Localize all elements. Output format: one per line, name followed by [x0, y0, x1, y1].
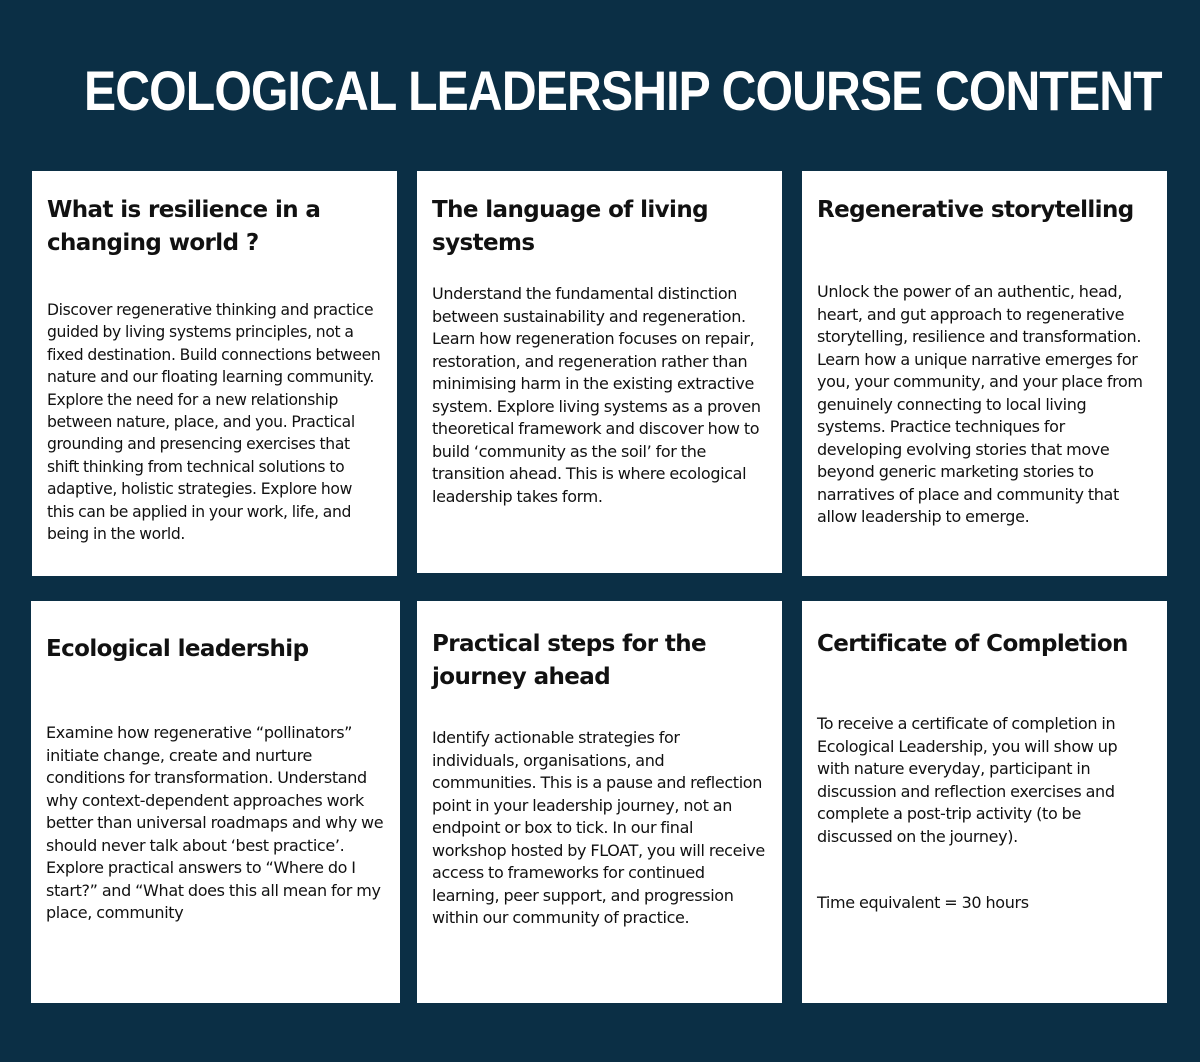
card-body: Examine how regenerative “pollinators” initiate change, create and nurture conditions for transformation. Understand why context-dependent approaches work better than universal roadmaps and why we should never talk about ‘best practice’. Explore practical answers to “Where do I start?” and “What does this all mean for my place, community — [46, 723, 384, 922]
card-heading: Regenerative storytelling — [817, 197, 1134, 223]
course-card-certificate — [802, 601, 1167, 1003]
card-heading: The language of living systems — [432, 197, 708, 256]
card-body: Discover regenerative thinking and practice guided by living systems principles, not a fixed destination. Build connections between nature and our floating learning community. Explore the need for a new relationship between nature, place, and you. Practical grounding and presencing exercises that shift thinking from technical solutions to adaptive, holistic strategies. Explore how this can be applied in your work, life, and being in the world. — [47, 301, 381, 544]
course-card-storytelling — [802, 171, 1167, 576]
card-body: To receive a certificate of completion in Ecological Leadership, you will show up with nature everyday, participant in discussion and reflection exercises and complete a post-trip activity (to be discussed on the journey). — [817, 714, 1118, 846]
time-equivalent-note: Time equivalent = 30 hours — [817, 893, 1029, 912]
course-card-resilience — [32, 171, 397, 576]
course-card-living-systems — [417, 171, 782, 573]
card-body: Understand the fundamental distinction between sustainability and regeneration. Learn how regeneration focuses on repair, restoration, and regeneration rather than minimising harm in the existing extractive system. Explore living systems as a proven theoretical framework and discover how to build ‘community as the soil’ for the transition ahead. This is where ecological leadership takes form. — [432, 284, 761, 506]
card-heading: What is resilience in a changing world ? — [47, 197, 321, 256]
page-title: ECOLOGICAL LEADERSHIP COURSE CONTENT — [84, 59, 1162, 122]
card-body: Unlock the power of an authentic, head, heart, and gut approach to regenerative storytelling, resilience and transformation. Learn how a unique narrative emerges for you, your community, and your place from genuinely connecting to local living systems. Practice techniques for developing evolving stories that move beyond generic marketing stories to narratives of place and community that allow leadership to emerge. — [817, 282, 1143, 526]
course-card-practical-steps — [417, 601, 782, 1003]
card-body: Identify actionable strategies for individuals, organisations, and communities. This is a pause and reflection point in your leadership journey, not an endpoint or box to tick. In our final workshop hosted by FLOAT, you will receive access to frameworks for continued learning, peer support, and progression within our community of practice. — [432, 728, 765, 927]
course-card-ecological-leadership — [31, 601, 400, 1003]
card-heading: Certificate of Completion — [817, 631, 1128, 657]
card-heading: Ecological leadership — [46, 636, 309, 662]
card-heading: Practical steps for the journey ahead — [432, 631, 707, 690]
